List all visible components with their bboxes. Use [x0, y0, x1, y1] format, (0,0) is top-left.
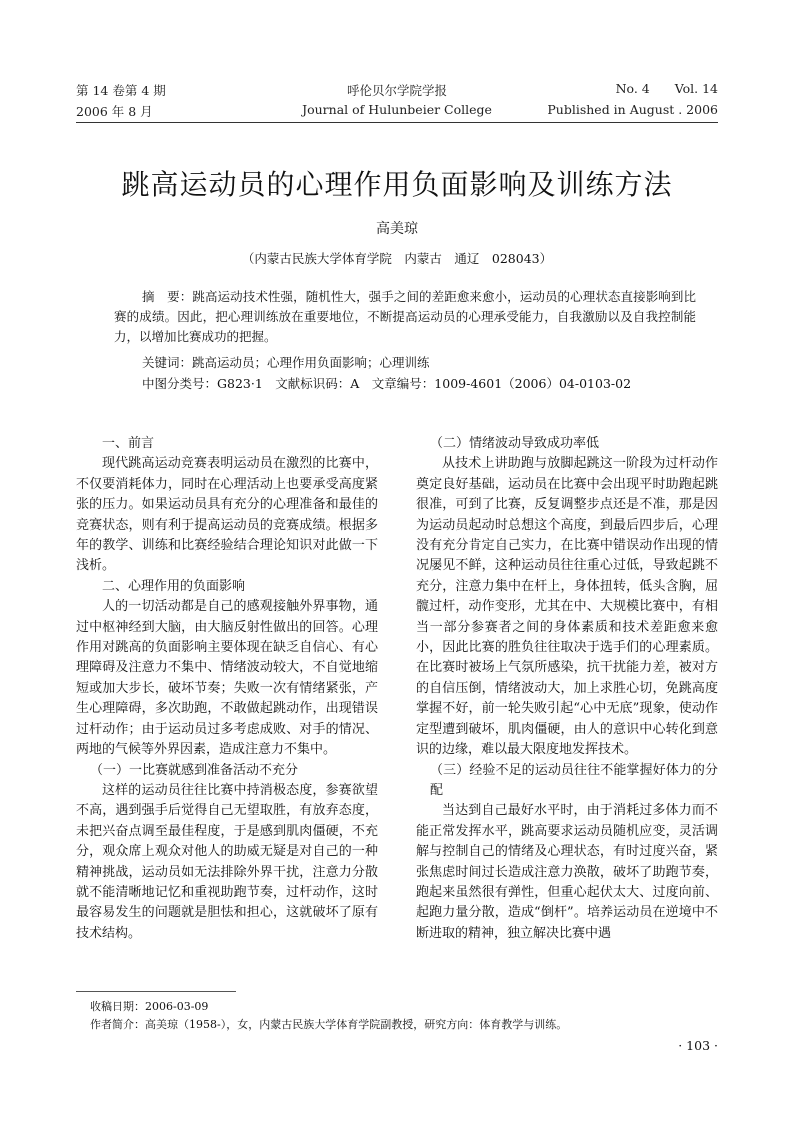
paragraph-subsection-1: 这样的运动员往往比赛中持消极态度，参赛欲望不高，遇到强手后觉得自己无望取胜，有放弃态度，未把兴奋点调至最佳程度，于是感到肌肉僵硬，不充分，观众席上观众对他人的助威无疑是对自己的一种精神挑战，运动员如无法排除外界干扰，注意力分散就不能清晰地记忆和重视助跑节奏，过杆动作，这时最容易发生的问题就是胆怯和担心，这就破坏了原有技术结构。: [76, 782, 378, 941]
right-column: [416, 434, 718, 944]
keywords: 关键词：跳高运动员；心理作用负面影响；心理训练: [142, 355, 430, 370]
header-vol-en: Vol. 14: [674, 81, 718, 96]
left-column: [76, 434, 378, 944]
footnote-received-date: 收稿日期：2006-03-09: [90, 1000, 209, 1013]
subsection-heading-2: （二）情绪波动导致成功率低: [430, 436, 600, 451]
abstract: [114, 287, 696, 347]
subsection-heading-3: （三）经验不足的运动员往往不能掌握好体力的分配: [430, 762, 718, 798]
abstract-label: 摘 要：: [142, 289, 193, 304]
section-heading-negative-effects: 二、心理作用的负面影响: [102, 578, 246, 594]
subsection-heading-1: （一）一比赛就感到准备活动不充分: [90, 762, 299, 778]
abstract-text: 跳高运动技术性强，随机性大，强手之间的差距愈来愈小，运动员的心理状态直接影响到比赛的成绩。因此，把心理训练放在重要地位，不断提高运动员的心理承受能力，自我激励以及自我控制能力，以增加比赛成功的把握。: [114, 289, 696, 344]
author-affiliation: （内蒙古民族大学体育学院 内蒙古 通辽 028043）: [241, 251, 553, 266]
header-published-en: Published in August . 2006: [547, 102, 718, 117]
footnote-rule: [76, 991, 236, 992]
header-issue-no: No. 4: [615, 81, 650, 96]
section-heading-intro: 一、前言: [102, 436, 155, 451]
header-date-cn: 2006 年 8 月: [76, 104, 153, 119]
header-journal-cn: 呼伦贝尔学院学报: [346, 83, 447, 98]
page-number: · 103 ·: [678, 1038, 718, 1053]
paragraph-subsection-2: 从技术上讲助跑与放脚起跳这一阶段为过杆动作奠定良好基础，运动员在比赛中会出现平时助跑起跳很准，可到了比赛，反复调整步点还是不准，那是因为运动员起动时总想这个高度，到最后四步后，心理没有充分肯定自己实力，在比赛中错误动作出现的情况屡见不鲜，这种运动员往往重心过低，导致起跳不充分，注意力集中在杆上，身体扭转，低头含胸，屈髋过杆，动作变形，尤其在中、大规模比赛中，有相当一部分参赛者之间的身体素质和技术差距愈来愈小，因此比赛的胜负往往取决于选手们的心理素质。在比赛时被场上气氛所感染，抗干扰能力差，被对方的自信压倒，情绪波动大，加上求胜心切，免跳高度掌握不好，前一轮失败引起“心中无底”现象，使动作定型遭到破坏，肌肉僵硬，由人的意识中心转化到意识的边缘，难以最大限度地发挥技术。: [416, 456, 718, 758]
classification-info: 中图分类号：G823·1 文献标识码：A 文章编号：1009-4601（2006）04-0103-02: [142, 376, 632, 391]
header-rule: [76, 122, 718, 123]
paper-title: 跳高运动员的心理作用负面影响及训练方法: [121, 168, 673, 201]
paragraph-intro: 现代跳高运动竞赛表明运动员在激烈的比赛中，不仅要消耗体力，同时在心理活动上也要承受高度紧张的压力。如果运动员具有充分的心理准备和最佳的竞赛状态，则有利于提高运动员的竞赛成绩。根据多年的教学、训练和比赛经验结合理论知识对此做一下浅析。: [76, 456, 378, 574]
paragraph-negative-effects: 人的一切活动都是自己的感观接触外界事物，通过中枢神经到大脑，由大脑反射性做出的回答。心理作用对跳高的负面影响主要体现在缺乏自信心、有心理障碍及注意力不集中、情绪波动较大，不自觉地缩短或加大步长，破坏节奏；失败一次有情绪紧张，产生心理障碍，多次助跑，不敢做起跳动作，出现错误过杆动作；由于运动员过多考虑成败、对手的情况、两地的气候等外界因素，造成注意力不集中。: [76, 599, 378, 758]
header-journal-en: Journal of Hulunbeier College: [302, 102, 492, 117]
header-volume-cn: 第 14 卷第 4 期: [76, 83, 166, 98]
header-issue-volume: [616, 81, 718, 96]
author-name: 高美琼: [376, 221, 418, 237]
footnote-author-bio: 作者简介：高美琼（1958-），女，内蒙古民族大学体育学院副教授，研究方向：体育教学与训练。: [90, 1018, 568, 1031]
paragraph-subsection-3: 当达到自己最好水平时，由于消耗过多体力而不能正常发挥水平，跳高要求运动员随机应变，灵活调解与控制自己的情绪及心理状态，有时过度兴奋，紧张焦虑时间过长造成注意力涣散，破坏了助跑节奏，跑起来虽然很有弹性，但重心起伏太大、过度向前、起跑力量分散，造成“倒杆”。培养运动员在逆境中不断进取的精神，独立解决比赛中遇: [416, 803, 718, 941]
